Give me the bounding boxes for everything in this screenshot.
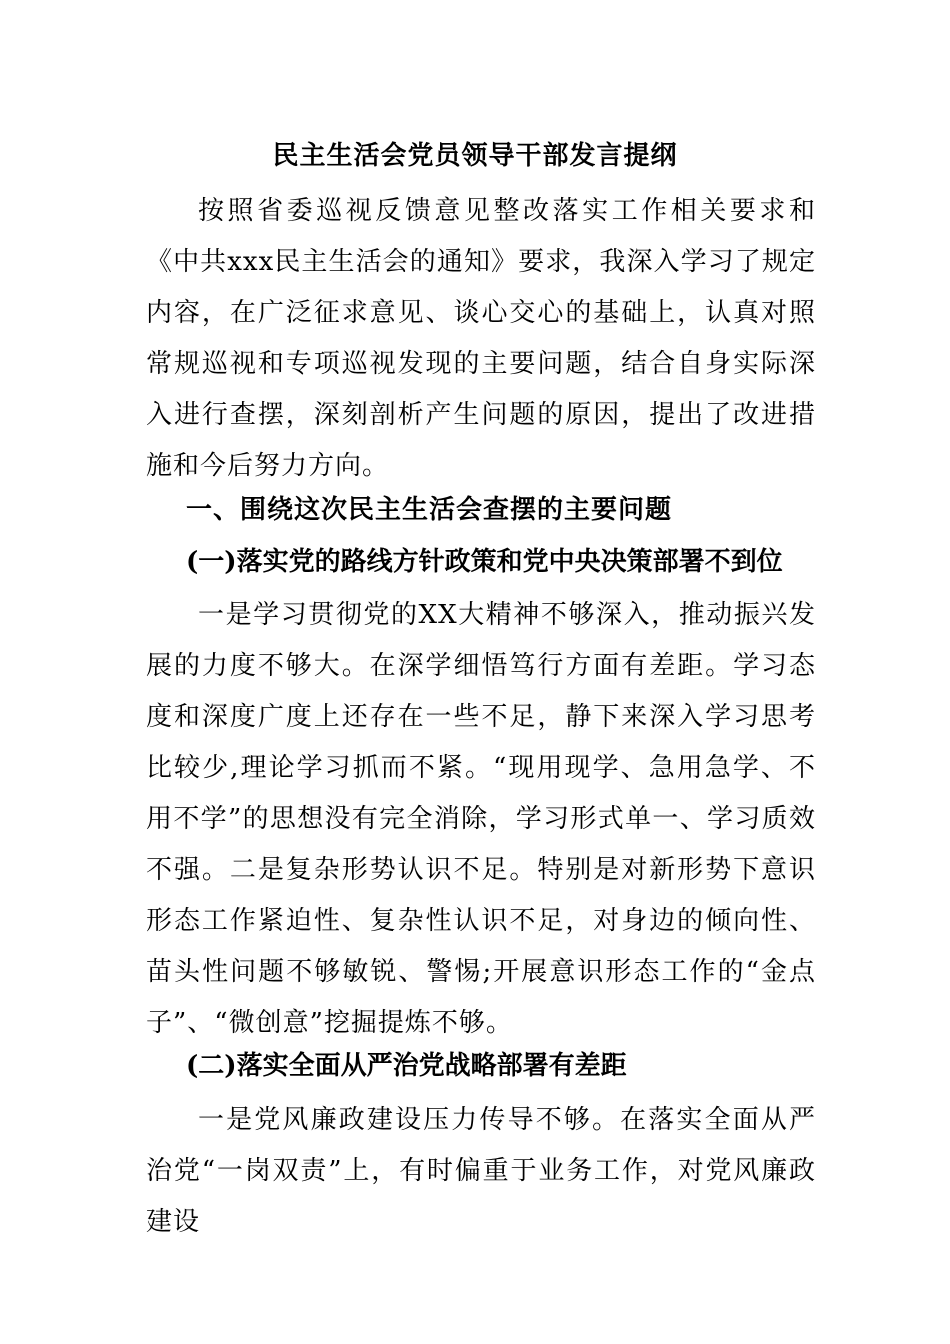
section-heading-1: 一、围绕这次民主生活会查摆的主要问题 [186,495,673,525]
subsection-body-1-2: 一是党风廉政建设压力传导不够。在落实全面从严治党“一岗双责”上，有时偏重于业务工作，对党风廉政建设 [146,1105,816,1237]
subsection-heading-1-2: (二)落实全面从严治党战略部署有差距 [186,1051,627,1081]
intro-paragraph: 按照省委巡视反馈意见整改落实工作相关要求和《中共xxx民主生活会的通知》要求，我深入学习了规定内容，在广泛征求意见、谈心交心的基础上，认真对照常规巡视和专项巡视发现的主要问题，结合自身实际深入进行查摆，深刻剖析产生问题的原因，提出了改进措施和今后努力方向。 [146,196,816,481]
document-title: 民主生活会党员领导干部发言提纲 [272,141,678,171]
subsection-body-1-1: 一是学习贯彻党的XX大精神不够深入，推动振兴发展的力度不够大。在深学细悟笃行方面有差距。学习态度和深度广度上还存在一些不足，静下来深入学习思考比较少,理论学习抓而不紧。“现用现学、急用急学、不用不学”的思想没有完全消除，学习形式单一、学习质效不强。二是复杂形势认识不足。特别是对新形势下意识形态工作紧迫性、复杂性认识不足，对身边的倾向性、苗头性问题不够敏锐、警惕;开展意识形态工作的“金点子”、“微创意”挖掘提炼不够。 [146,600,816,1038]
subsection-heading-1-1: (一)落实党的路线方针政策和党中央决策部署不到位 [186,547,783,577]
